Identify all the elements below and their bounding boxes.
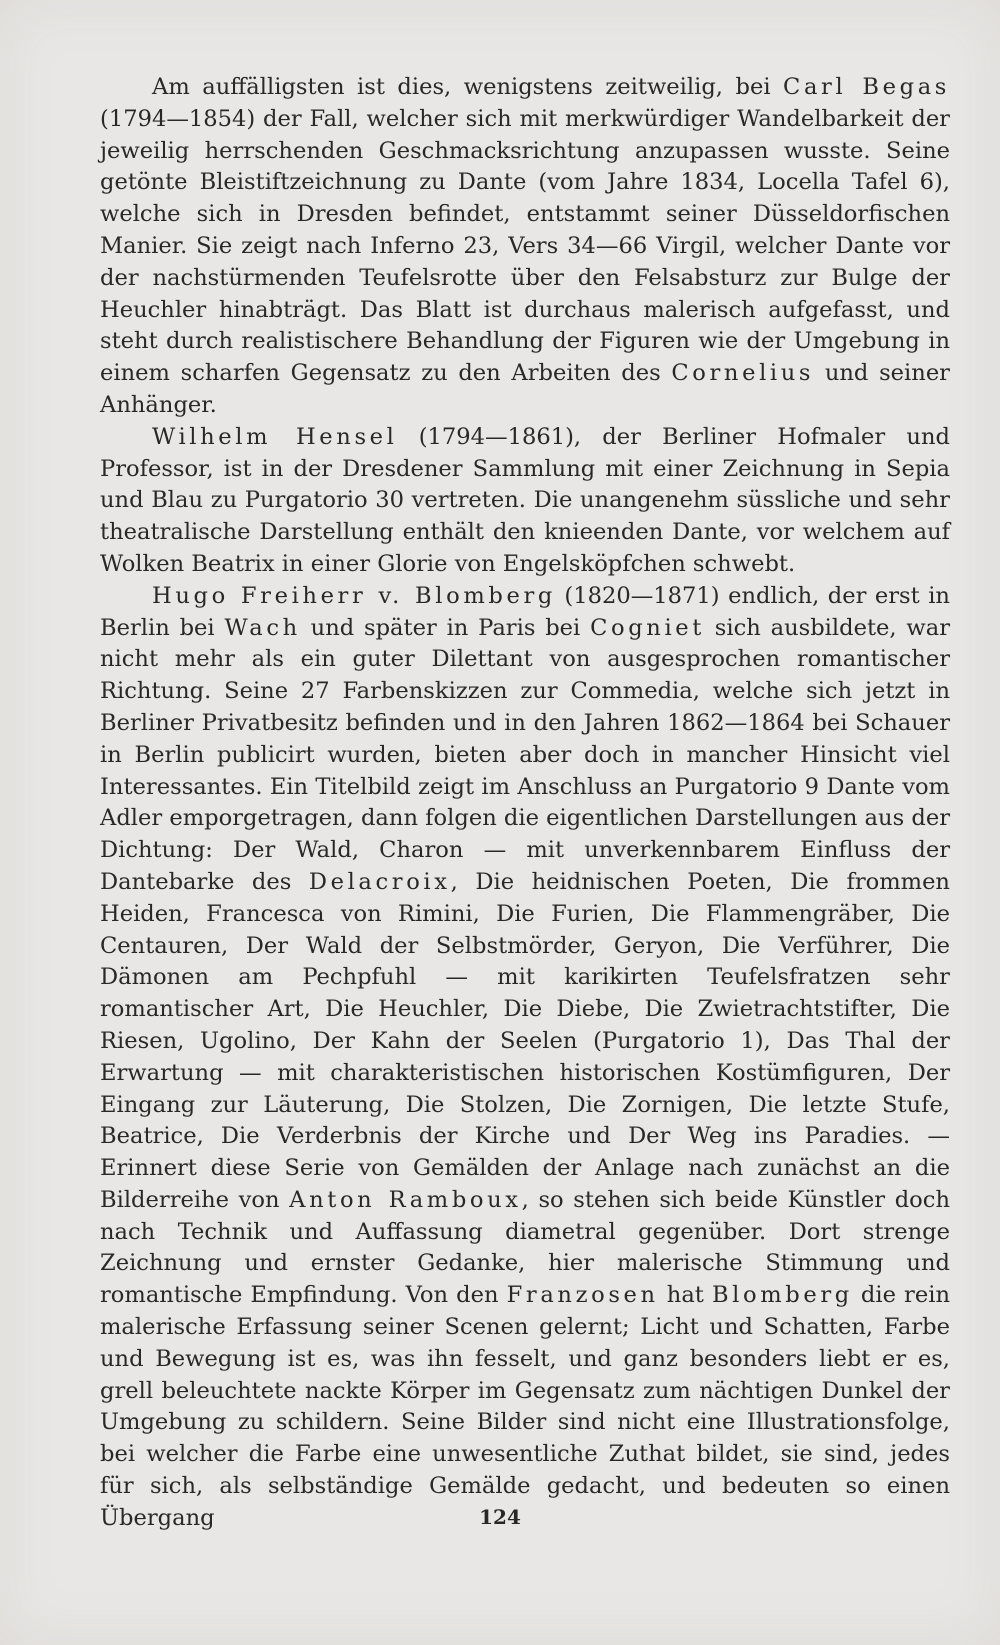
spaced-name: Anton Ramboux bbox=[289, 1186, 522, 1213]
text-run: (1794—1861), der Berliner Hofmaler und Professor, ist in der Dresdener Sammlung mit einer Zeichnung in Sepia und Blau zu Purgatorio 30 vertreten. Die unangenehm süssliche und sehr theatralische Darstellung enthält den knieenden Dante, vor welchem auf Wolken Beatrix in einer Glorie von Engelsköpfchen schwebt. bbox=[100, 423, 950, 577]
text-run: , Die heidnischen Poeten, Die frommen Heiden, Francesca von Rimini, Die Furien, Die Flammengräber, Die Centauren, Der Wald der Selbstmörder, Geryon, Die Verführer, Die Dämonen am Pechpfuhl — mit karikirten Teufelsfratzen sehr romantischer Art, Die Heuchler, Die Diebe, Die Zwietrachtstifter, Die Riesen, Ugolino, Der Kahn der Seelen (Purgatorio 1), Das Thal der Erwartung — mit charakteristischen historischen Kostümfiguren, Der Eingang zur Läuterung, Die Stolzen, Die Zornigen, Die letzte Stufe, Beatrice, Die Verderbnis der Kirche und Der Weg ins Paradies. — Erinnert diese Serie von Gemälden der Anlage nach zunächst an die Bilderreihe von bbox=[100, 868, 950, 1213]
spaced-name: Cogniet bbox=[590, 614, 705, 641]
text-run: , so stehen sich beide Künstler doch nach Technik und Auffassung diametral gegenüber. Dort strenge Zeichnung und ernster Gedanke, hier malerische Stimmung und romantische Empfindung. Von den bbox=[100, 1186, 950, 1309]
spaced-name: Hugo Freiherr v. Blomberg bbox=[152, 582, 556, 609]
spaced-name: Carl Begas bbox=[783, 74, 950, 100]
spaced-name: Blomberg bbox=[711, 1282, 853, 1309]
spaced-name: Delacroix bbox=[308, 868, 451, 895]
text-run: sich ausbildete, war nicht mehr als ein guter Dilettant von ausgesprochen romantischer Richtung. Seine 27 Farbenskizzen zur Commedia, welche sich jetzt in Berliner Privatbesitz befinden und in den Jahren 1862—1864 bei Schauer in Berlin publicirt wurden, bieten aber doch in mancher Hinsicht viel Interessantes. Ein Titelbild zeigt im Anschluss an Purgatorio 9 Dante vom Adler emporgetragen, dann folgen die eigentlichen Darstellungen aus der Dichtung: Der Wald, Charon — mit unverkennbarem Einfluss der Dantebarke des bbox=[100, 614, 951, 895]
text-run: hat bbox=[658, 1282, 712, 1309]
paragraph bbox=[100, 581, 950, 1535]
page-number: 124 bbox=[479, 1505, 521, 1529]
text-run: (1820—1871) endlich, der erst in Berlin bei bbox=[100, 582, 950, 641]
spaced-name: Wilhelm Hensel bbox=[152, 423, 398, 450]
paragraph bbox=[100, 422, 950, 581]
spaced-name: Franzosen bbox=[506, 1282, 659, 1309]
text-run: die rein malerische Erfassung seiner Scenen gelernt; Licht und Schatten, Farbe und Bewegung ist es, was ihn fesselt, und ganz besonders liebt er es, grell beleuchtete nackte Körper im Gegensatz zum nächtigen Dunkel der Umgebung zu schildern. Seine Bilder sind nicht eine Illustrationsfolge, bei welcher die Farbe eine unwesentliche Zuthat bildet, sie sind, jedes für sich, als selbständige Gemälde gedacht, und bedeuten so einen Übergang bbox=[100, 1282, 951, 1531]
spaced-name: Cornelius bbox=[671, 360, 815, 387]
text-run: und später in Paris bei bbox=[300, 614, 591, 641]
text-run: (1794—1854) der Fall, welcher sich mit merkwürdiger Wandelbarkeit der jeweilig herrschenden Geschmacksrichtung anzupassen wusste. Seine getönte Bleistiftzeichnung zu Dante (vom Jahre 1834, Locella Tafel 6), welche sich in Dresden befindet, entstammt seiner Düsseldorfischen Manier. Sie zeigt nach Inferno 23, Vers 34—66 Virgil, welcher Dante vor der nachstürmenden Teufelsrotte über den Felsabsturz zur Bulge der Heuchler hinabträgt. Das Blatt ist durchaus malerisch aufgefasst, und steht durch realistischere Behandlung der Figuren wie der Umgebung in einem scharfen Gegensatz zu den Arbeiten des bbox=[100, 105, 950, 387]
text-run: Am auffälligsten ist dies, wenigstens zeitweilig, bei bbox=[152, 74, 784, 100]
body-text bbox=[100, 72, 950, 1535]
spaced-name: Wach bbox=[224, 614, 301, 641]
paragraph bbox=[100, 72, 950, 422]
text-run: und seiner Anhänger. bbox=[100, 360, 950, 418]
